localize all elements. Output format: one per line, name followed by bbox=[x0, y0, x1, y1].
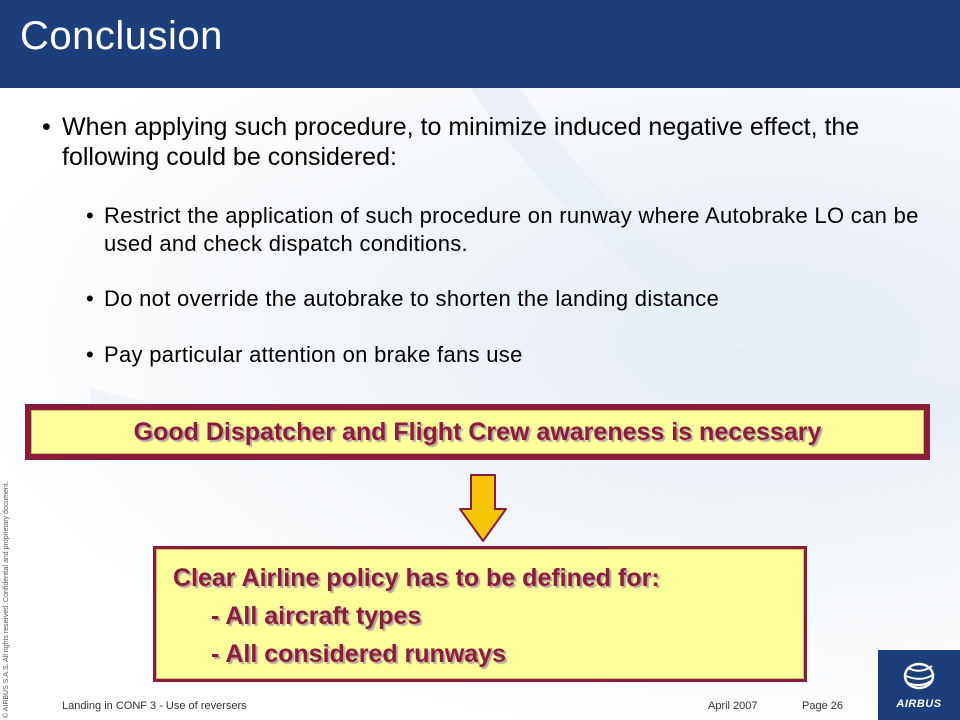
sub-bullet-text: Do not override the autobrake to shorten the landing distance bbox=[104, 286, 720, 311]
intro-bullet-text: When applying such procedure, to minimize induced negative effect, the following could be considered: bbox=[62, 113, 860, 171]
policy-callout-item: - All considered runways bbox=[211, 640, 506, 668]
bullet-dot: • bbox=[42, 113, 51, 141]
bullet-dot: • bbox=[86, 342, 95, 367]
awareness-callout bbox=[25, 404, 930, 460]
awareness-callout-text: Good Dispatcher and Flight Crew awareness is necessary bbox=[133, 417, 822, 446]
sub-bullet-autobrake bbox=[86, 285, 946, 313]
bullet-dot: • bbox=[86, 286, 95, 311]
airbus-wordmark: AIRBUS bbox=[896, 698, 942, 710]
sub-bullet-text: Pay particular attention on brake fans use bbox=[104, 342, 523, 367]
footer-presentation-title: Landing in CONF 3 - Use of reversers bbox=[62, 700, 247, 712]
policy-callout-item: - All aircraft types bbox=[211, 602, 422, 630]
footer-page-number: Page 26 bbox=[802, 700, 843, 712]
slide-title: Conclusion bbox=[20, 14, 223, 58]
down-arrow-icon bbox=[458, 473, 508, 543]
slide-header bbox=[0, 0, 960, 88]
intro-bullet bbox=[42, 112, 942, 172]
footer-date: April 2007 bbox=[708, 700, 758, 712]
policy-callout bbox=[153, 546, 807, 682]
sub-bullet-restrict bbox=[86, 202, 946, 258]
airbus-logo bbox=[878, 650, 960, 720]
policy-callout-heading: Clear Airline policy has to be defined for: bbox=[173, 564, 660, 592]
sub-bullet-text: Restrict the application of such procedure on runway where Autobrake LO can be used and check dispatch conditions. bbox=[104, 203, 919, 256]
airbus-emblem-icon bbox=[878, 650, 960, 698]
sub-bullet-brake-fans bbox=[86, 341, 946, 369]
copyright-notice: © AIRBUS S.A.S. All rights reserved. Confidential and proprietary document. bbox=[3, 481, 10, 718]
bullet-dot: • bbox=[86, 203, 95, 228]
